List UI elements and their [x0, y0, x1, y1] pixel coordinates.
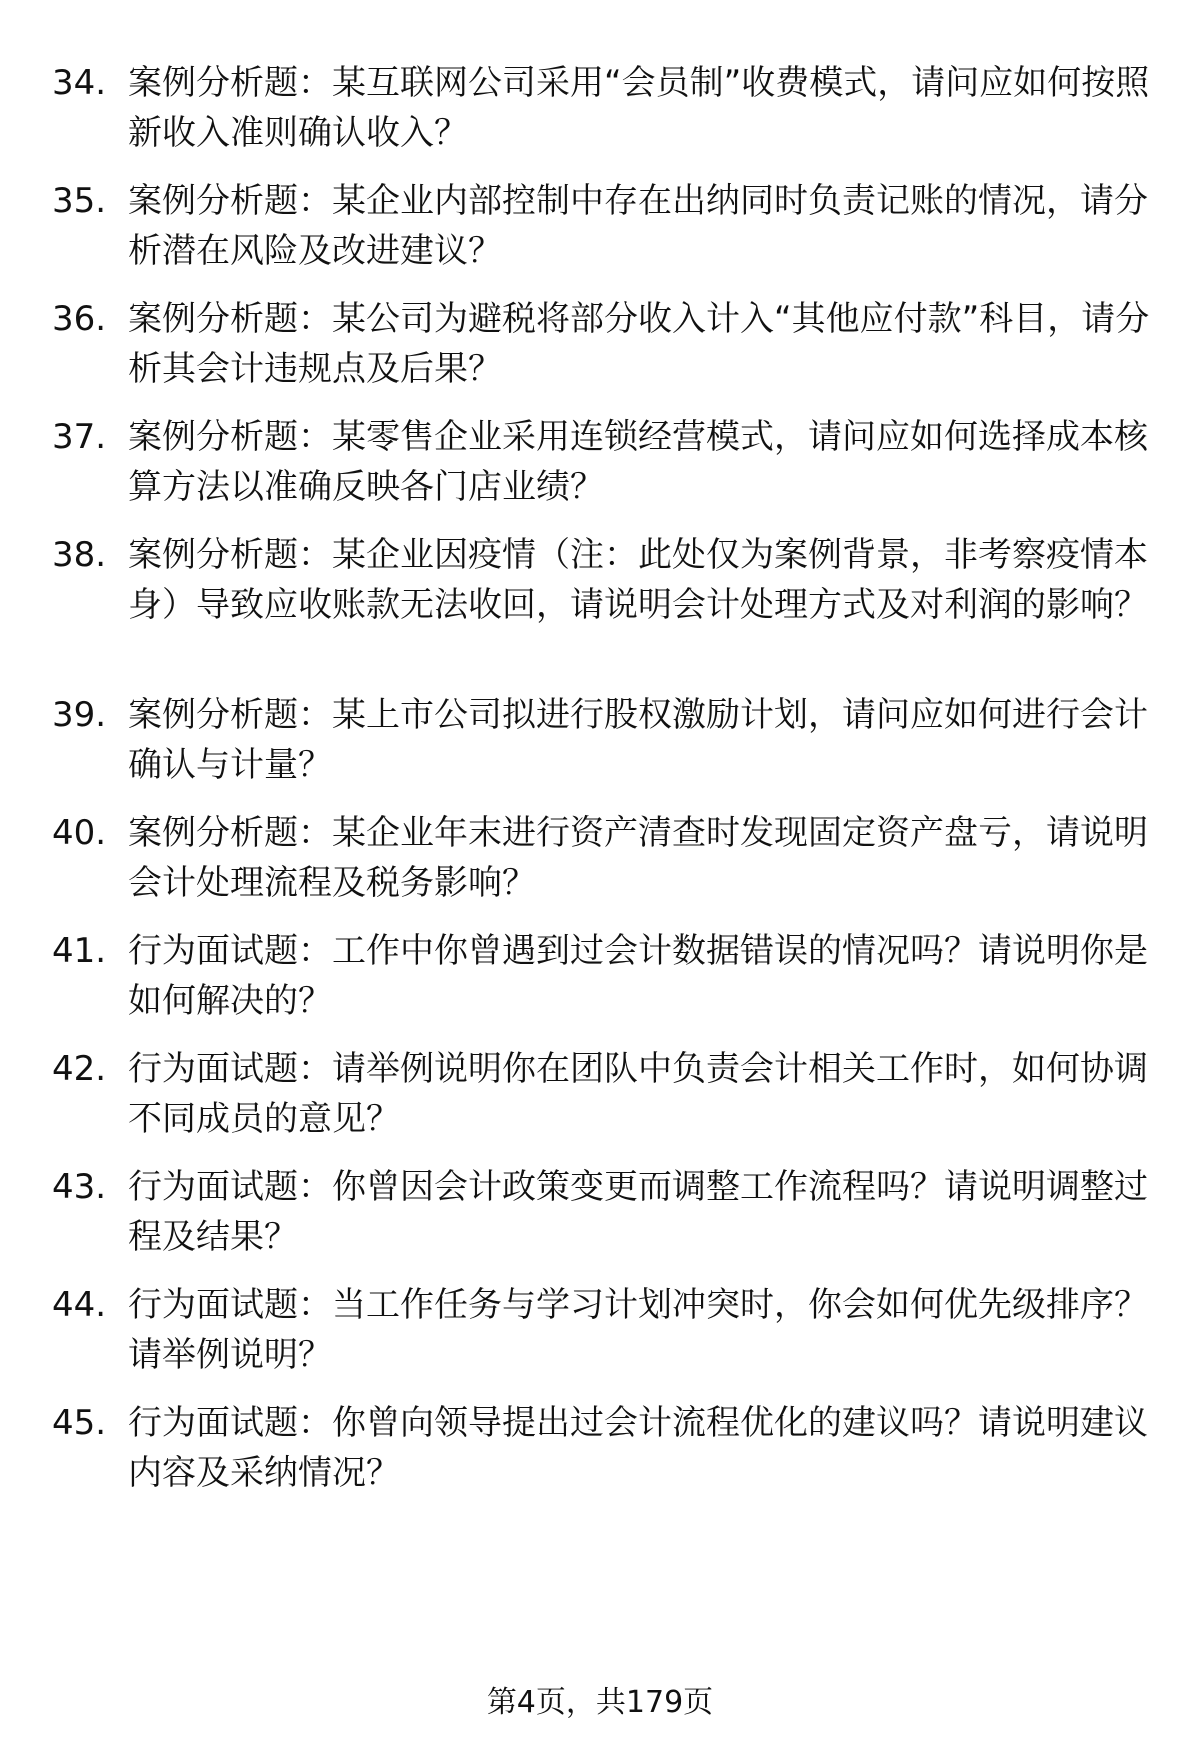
question-text: 案例分析题：某公司为避税将部分收入计入“其他应付款”科目，请分析其会计违规点及后果？ [128, 299, 1150, 389]
question-number: 38. [52, 535, 107, 575]
question-number: 34. [52, 63, 107, 103]
question-item [52, 412, 1152, 512]
question-item [52, 294, 1152, 394]
question-item [52, 1162, 1152, 1262]
page-footer: 第4页，共179页 [486, 1685, 714, 1720]
question-item [52, 926, 1152, 1026]
question-text: 行为面试题：当工作任务与学习计划冲突时，你会如何优先级排序？请举例说明？ [128, 1285, 1148, 1375]
question-text: 案例分析题：某上市公司拟进行股权激励计划，请问应如何进行会计确认与计量？ [128, 695, 1148, 785]
question-text: 案例分析题：某互联网公司采用“会员制”收费模式，请问应如何按照新收入准则确认收入？ [128, 63, 1150, 153]
question-number: 42. [52, 1049, 107, 1089]
question-text: 案例分析题：某企业年末进行资产清查时发现固定资产盘亏，请说明会计处理流程及税务影响？ [128, 813, 1148, 903]
question-item [52, 808, 1152, 908]
question-text: 案例分析题：某企业内部控制中存在出纳同时负责记账的情况，请分析潜在风险及改进建议？ [128, 181, 1148, 271]
question-number: 40. [52, 813, 107, 853]
question-text: 案例分析题：某企业因疫情（注：此处仅为案例背景，非考察疫情本身）导致应收账款无法收回，请说明会计处理方式及对利润的影响？ [128, 535, 1148, 625]
question-item [52, 1398, 1152, 1498]
question-item [52, 1280, 1152, 1380]
question-number: 43. [52, 1167, 107, 1207]
question-item [52, 530, 1152, 630]
question-text: 案例分析题：某零售企业采用连锁经营模式，请问应如何选择成本核算方法以准确反映各门店业绩？ [128, 417, 1148, 507]
question-number: 35. [52, 181, 107, 221]
question-number: 41. [52, 931, 107, 971]
question-number: 37. [52, 417, 107, 457]
question-item [52, 1044, 1152, 1144]
question-text: 行为面试题：工作中你曾遇到过会计数据错误的情况吗？请说明你是如何解决的？ [128, 931, 1148, 1021]
question-text: 行为面试题：你曾因会计政策变更而调整工作流程吗？请说明调整过程及结果？ [128, 1167, 1148, 1257]
question-number: 39. [52, 695, 107, 735]
question-item [52, 176, 1152, 276]
question-text: 行为面试题：你曾向领导提出过会计流程优化的建议吗？请说明建议内容及采纳情况？ [128, 1403, 1148, 1493]
question-text: 行为面试题：请举例说明你在团队中负责会计相关工作时，如何协调不同成员的意见？ [128, 1049, 1148, 1139]
question-number: 36. [52, 299, 107, 339]
question-number: 45. [52, 1403, 107, 1443]
question-item [52, 690, 1152, 790]
question-number: 44. [52, 1285, 107, 1325]
question-item [52, 58, 1152, 158]
